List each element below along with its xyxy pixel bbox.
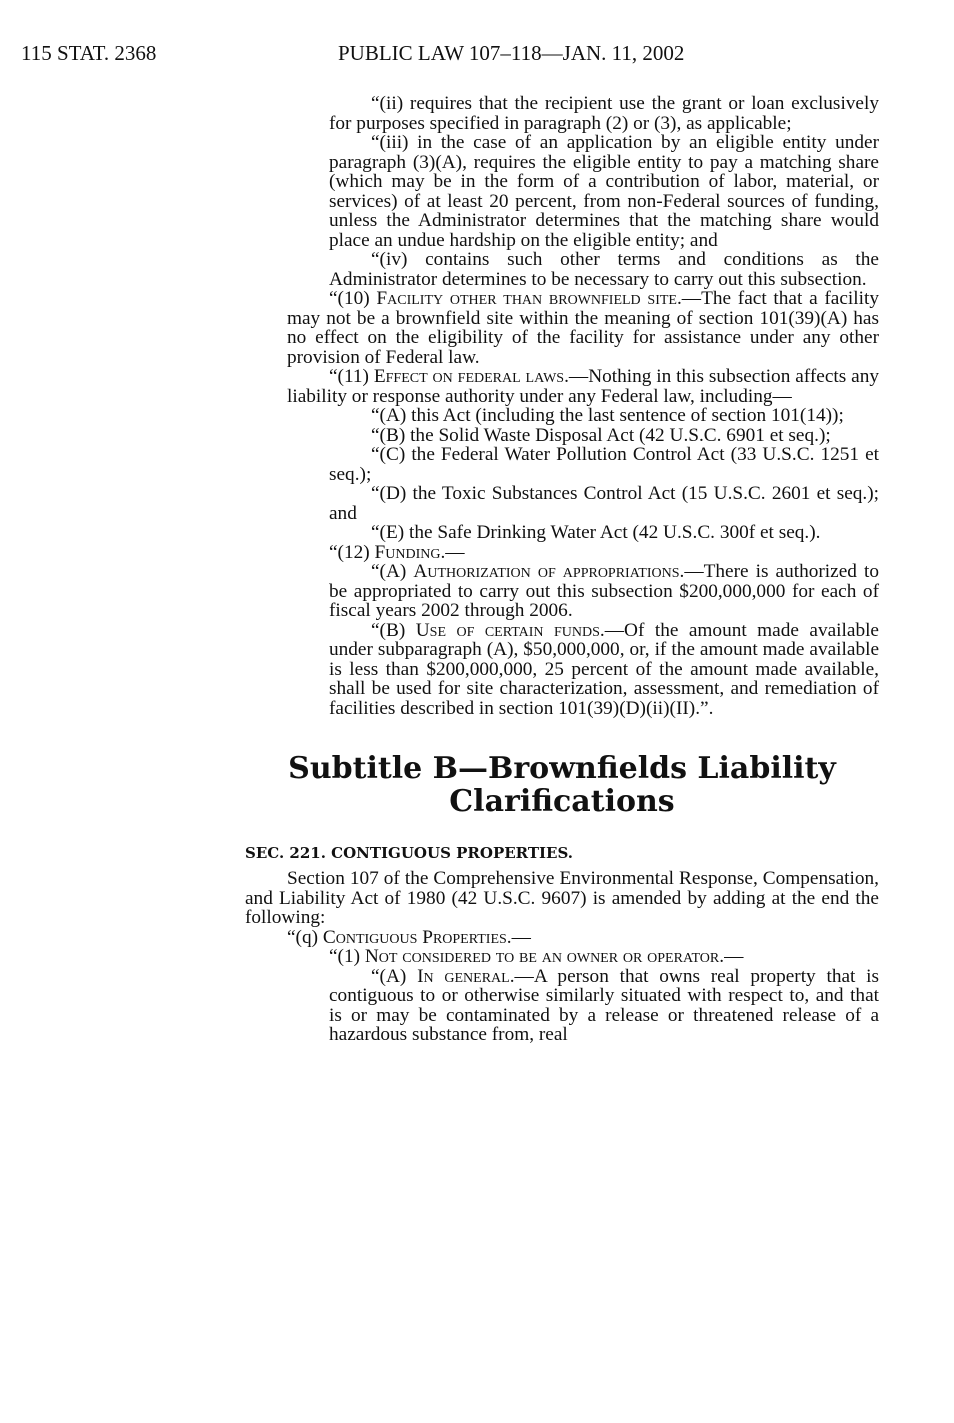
subtitle-line-1: Subtitle B—Brownfields Liability: [288, 751, 836, 786]
subparagraph-12-a: [245, 562, 879, 621]
paragraph-11-text: —Nothing in this subsection affects any liability or response authority under any Federal law, including—: [287, 366, 879, 407]
subparagraph-q-1-a-text: —A person that owns real property that is contiguous to or otherwise similarly situated with respect to, and that is or may be contaminated by a release or threatened release of a hazardous substance from, real: [329, 965, 879, 1045]
subparagraph-11-d: “(D) the Toxic Substances Control Act (15 U.S.C. 2601 et seq.); and: [329, 483, 879, 524]
subtitle-heading: [245, 752, 879, 818]
subparagraph-11-a: “(A) this Act (including the last sentence of section 101(14));: [371, 405, 844, 426]
paragraph-10: [245, 289, 879, 367]
subparagraph-12-a-text: —There is authorized to be appropriated to carry out this subsection $200,000,000 for each of fiscal years 2002 through 2006.: [329, 561, 879, 621]
page-header: [0, 38, 954, 68]
subsection-q-heading: Contiguous Properties.—: [322, 926, 531, 948]
subparagraph-11-e: “(E) the Safe Drinking Water Act (42 U.S.C. 300f et seq.).: [371, 522, 821, 543]
subparagraph-12-a-heading: Authorization of appropriations.: [413, 561, 685, 582]
paragraph-12: [245, 543, 879, 563]
paragraph-q-1-number: “(1): [329, 946, 365, 967]
subsection-q-number: “(q): [287, 926, 323, 948]
paragraph-10-number: “(10): [329, 288, 377, 309]
clause-iv: “(iv) contains such other terms and conditions as the Administrator determines to be necessary to carry out this subsection.: [329, 249, 879, 290]
document-body: [245, 94, 879, 1045]
paragraph-11-heading: Effect on federal laws.: [373, 366, 569, 387]
subtitle-line-2: Clarifications: [449, 784, 675, 819]
subparagraph-12-b-number: “(B): [371, 619, 416, 641]
public-law-citation: PUBLIC LAW 107–118—JAN. 11, 2002: [338, 41, 685, 65]
subparagraph-q-1-a-number: “(A): [371, 965, 418, 987]
section-intro: Section 107 of the Comprehensive Environmental Response, Compensation, and Liability Act of 1980 (42 U.S.C. 9607) is amended by adding at the end the following:: [245, 868, 879, 928]
subparagraph-q-1-a-heading: In general.: [417, 965, 515, 987]
paragraph-10-heading: Facility other than brownfield site.: [376, 288, 682, 309]
paragraph-q-1: [245, 947, 879, 967]
stat-page-number: 115 STAT. 2368: [21, 41, 157, 65]
subparagraph-q-1-a: [245, 967, 879, 1045]
clause-ii: “(ii) requires that the recipient use the grant or loan exclusively for purposes specified in paragraph (2) or (3), as applicable;: [329, 93, 879, 134]
paragraph-11-number: “(11): [329, 366, 374, 387]
paragraph-12-heading: Funding.—: [374, 541, 465, 563]
subparagraph-12-a-number: “(A): [371, 561, 414, 582]
subparagraph-12-b-heading: Use of certain funds.: [415, 619, 605, 641]
subparagraph-11-c: “(C) the Federal Water Pollution Control Act (33 U.S.C. 1251 et seq.);: [329, 444, 879, 485]
subparagraph-12-b-text: —Of the amount made available under subparagraph (A), $50,000,000, or, if the amount made available is less than $200,000,000, 25 percent of the amount made available, shall be used for site characterization, assessment, and remediation of facilities described in section 101(39)(D)(ii)(II).”.: [329, 619, 879, 719]
subsection-q: [245, 928, 879, 948]
subparagraph-12-b: [245, 621, 879, 719]
paragraph-12-number: “(12): [329, 541, 375, 563]
section-heading: SEC. 221. CONTIGUOUS PROPERTIES.: [245, 844, 573, 862]
subparagraph-11-b: “(B) the Solid Waste Disposal Act (42 U.S.C. 6901 et seq.);: [371, 424, 831, 446]
clause-iii: “(iii) in the case of an application by an eligible entity under paragraph (3)(A), requires the eligible entity to pay a matching share (which may be in the form of a contribution of labor, material, or services) of at least 20 percent, from non-Federal sources of funding, unless the Administrator determines that the matching share would place an undue hardship on the eligible entity; and: [329, 132, 879, 251]
paragraph-10-text: —The fact that a facility may not be a brownfield site within the meaning of section 101(39)(A) has no effect on the eligibility of the facility for assistance under any other provision of Federal law.: [287, 288, 879, 368]
paragraph-11: [245, 367, 879, 406]
paragraph-q-1-heading: Not considered to be an owner or operator.—: [364, 946, 744, 967]
